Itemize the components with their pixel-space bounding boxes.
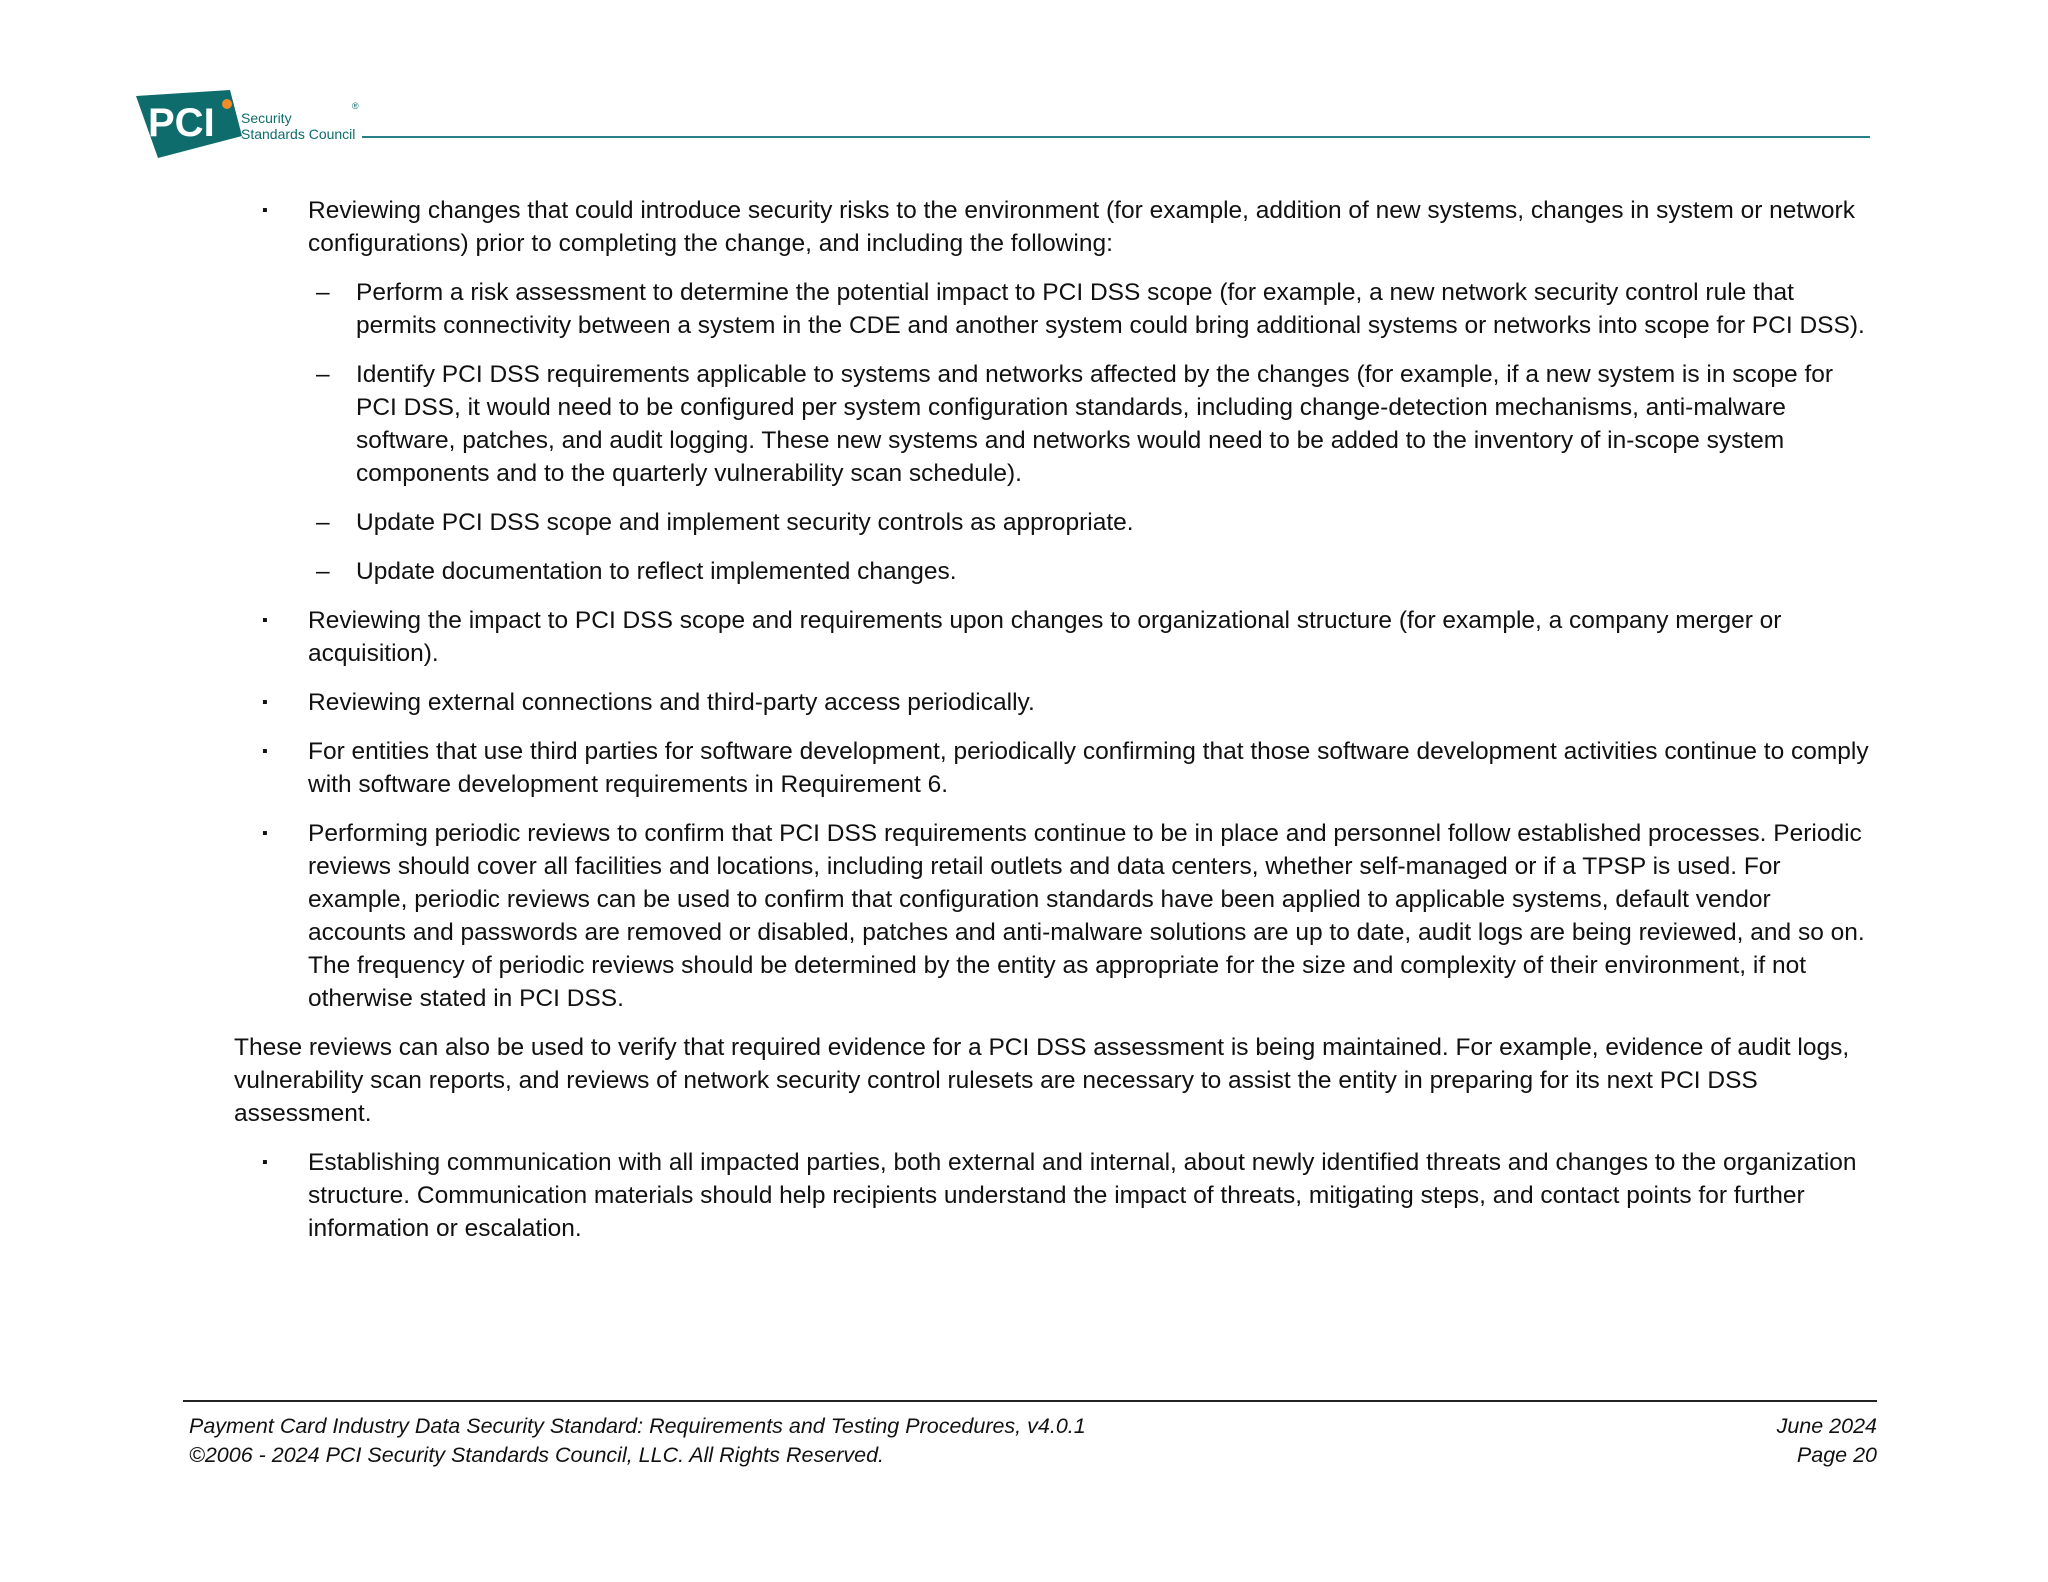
footer-document-title: Payment Card Industry Data Security Standard: Requirements and Testing Procedures, v4.0.1 bbox=[189, 1414, 1086, 1438]
page-footer bbox=[183, 1400, 1877, 1470]
document-body bbox=[234, 194, 1874, 1261]
bullet-text: Reviewing external connections and third-party access periodically. bbox=[308, 689, 1035, 716]
bullet-item bbox=[234, 194, 1874, 588]
bullet-item bbox=[234, 1146, 1874, 1245]
sub-item-text: Update documentation to reflect implemented changes. bbox=[356, 558, 957, 585]
bullet-text: For entities that use third parties for software development, periodically confirming that those software development activities continue to comply with software development requirements in Requirement 6. bbox=[308, 738, 1869, 798]
sub-item-text: Identify PCI DSS requirements applicable to systems and networks affected by the changes (for example, if a new system is in scope for PCI DSS, it would need to be configured per system configuration standards, including change-detection mechanisms, anti-malware software, patches, and audit logging. These new systems and networks would need to be added to the inventory of in-scope system components and to the quarterly vulnerability scan schedule). bbox=[356, 361, 1834, 487]
sub-item bbox=[308, 276, 1874, 342]
dash-marker: – bbox=[316, 509, 330, 536]
bullet-text: Reviewing the impact to PCI DSS scope and requirements upon changes to organizational structure (for example, a company merger or acquisition). bbox=[308, 607, 1782, 667]
header-rule bbox=[362, 136, 1870, 138]
bullet-text: Reviewing changes that could introduce security risks to the environment (for example, addition of new systems, changes in system or network configurations) prior to completing the change, and including the following: bbox=[308, 197, 1855, 257]
logo-text bbox=[241, 101, 359, 142]
pci-ssc-logo bbox=[134, 90, 374, 170]
logo-line-council: Standards Council bbox=[241, 126, 356, 142]
logo-line-security: Security bbox=[241, 110, 292, 126]
footer-rule bbox=[183, 1400, 1877, 1402]
footer-page-number: Page 20 bbox=[1796, 1443, 1877, 1467]
bullet-item bbox=[234, 686, 1874, 719]
sub-item bbox=[308, 506, 1874, 539]
footer-date: June 2024 bbox=[1776, 1414, 1877, 1438]
sub-item bbox=[308, 358, 1874, 490]
dash-marker: – bbox=[316, 361, 330, 388]
page-header bbox=[134, 90, 1870, 170]
dash-marker: – bbox=[316, 279, 330, 306]
bullet-marker: ▪ bbox=[262, 825, 268, 842]
logo-wordmark: PCI bbox=[148, 101, 215, 145]
sub-list bbox=[308, 276, 1874, 588]
sub-item bbox=[308, 555, 1874, 588]
bullet-marker: ▪ bbox=[262, 694, 268, 711]
body-paragraph: These reviews can also be used to verify that required evidence for a PCI DSS assessment is being maintained. For example, evidence of audit logs, vulnerability scan reports, and reviews of network security control rulesets are necessary to assist the entity in preparing for its next PCI DSS assessment. bbox=[234, 1034, 1850, 1127]
dash-marker: – bbox=[316, 558, 330, 585]
sub-item-text: Perform a risk assessment to determine the potential impact to PCI DSS scope (for example, a new network security control rule that permits connectivity between a system in the CDE and another system could bring additional systems or networks into scope for PCI DSS). bbox=[356, 279, 1865, 339]
footer-copyright: ©2006 - 2024 PCI Security Standards Council, LLC. All Rights Reserved. bbox=[189, 1443, 885, 1467]
bullet-marker: ▪ bbox=[262, 612, 268, 629]
bullet-item bbox=[234, 817, 1874, 1015]
bullet-marker: ▪ bbox=[262, 202, 268, 219]
pci-logo-mark bbox=[134, 90, 244, 162]
bullet-marker: ▪ bbox=[262, 1154, 268, 1171]
logo-accent-dot bbox=[222, 99, 232, 109]
bullet-text: Performing periodic reviews to confirm that PCI DSS requirements continue to be in place and personnel follow established processes. Periodic reviews should cover all facilities and locations, including retail outlets and data centers, whether self-managed or if a TPSP is used. For example, periodic reviews can be used to confirm that configuration standards have been applied to applicable systems, default vendor accounts and passwords are removed or disabled, patches and anti-malware solutions are up to date, audit logs are being reviewed, and so on. The frequency of periodic reviews should be determined by the entity as appropriate for the size and complexity of their environment, if not otherwise stated in PCI DSS. bbox=[308, 820, 1865, 1012]
registered-mark: ® bbox=[352, 101, 359, 111]
sub-item-text: Update PCI DSS scope and implement security controls as appropriate. bbox=[356, 509, 1134, 536]
bullet-item bbox=[234, 604, 1874, 670]
bullet-marker: ▪ bbox=[262, 743, 268, 760]
bullet-item bbox=[234, 735, 1874, 801]
bullet-text: Establishing communication with all impacted parties, both external and internal, about newly identified threats and changes to the organization structure. Communication materials should help recipients understand the impact of threats, mitigating steps, and contact points for further information or escalation. bbox=[308, 1149, 1857, 1242]
